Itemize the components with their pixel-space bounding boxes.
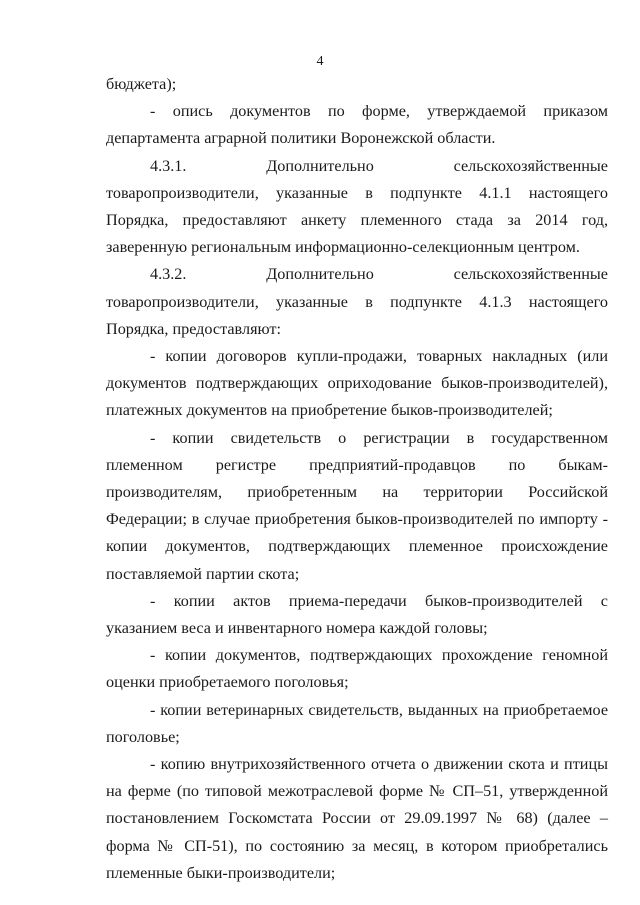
- paragraph-transfer-acts: - копии актов приема-передачи быков-производителей с указанием веса и инвентарного номера каждой головы;: [106, 591, 608, 638]
- paragraph-4-3-2: 4.3.2. Дополнительно сельскохозяйственные товаропроизводители, указанные в подпункте 4.1.3 настоящего Порядка, предоставляют:: [106, 265, 608, 338]
- paragraph-contract-copies: - копии договоров купли-продажи, товарных накладных (или документов подтверждающих оприходование быков-производителей), платежных документов на приобретение быков-производителей;: [106, 347, 608, 420]
- paragraph-veterinary-certificates: - копии ветеринарных свидетельств, выданных на приобретаемое поголовье;: [106, 700, 608, 746]
- page-number: 4: [316, 54, 324, 69]
- paragraph-livestock-report: - копию внутрихозяйственного отчета о движении скота и птицы на ферме (по типовой межотраслевой форме № СП–51, утвержденной постановлением Госкомстата России от 29.09.1997 № 68) (далее – форма № СП-51), по состоянию за месяц, в котором приобретались племенные быки-производители;: [106, 755, 608, 882]
- paragraph-4-3-1: 4.3.1. Дополнительно сельскохозяйственные товаропроизводители, указанные в подпункте 4.1.1 настоящего Порядка, предоставляют анкету племенного стада за 2014 год, заверенную региональным информационно-селекционным центром.: [106, 156, 608, 257]
- paragraph-continuation: бюджета);: [106, 75, 177, 93]
- document-body: [106, 71, 608, 887]
- paragraph-registration-certificates: - копии свидетельств о регистрации в государственном племенном регистре предприятий-продавцов по быкам-производителям, приобретенным на территории Российской Федерации; в случае приобретения быков-производителей по импорту - копии документов, подтверждающих племенное происхождение поставляемой партии скота;: [106, 428, 608, 583]
- paragraph-inventory-list: - опись документов по форме, утверждаемой приказом департамента аграрной политики Воронежской области.: [106, 102, 608, 148]
- paragraph-genomic-evaluation: - копии документов, подтверждающих прохождение геномной оценки приобретаемого поголовья;: [106, 646, 608, 692]
